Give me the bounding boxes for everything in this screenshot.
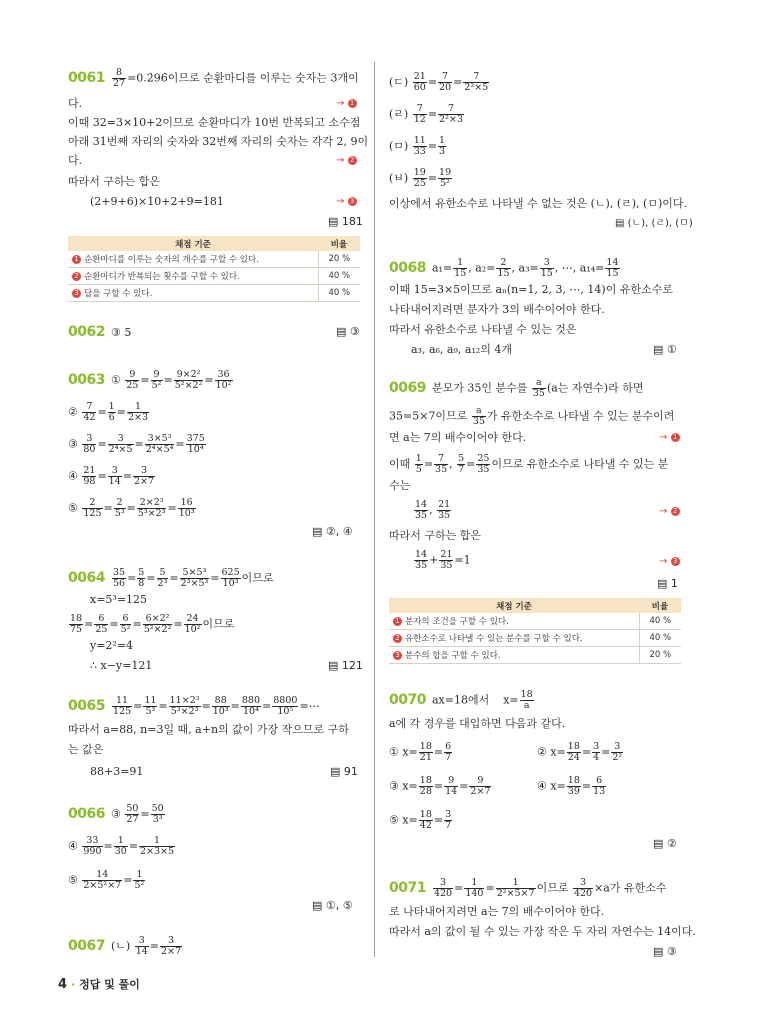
answer-0066: ▤ ①, ⑤	[312, 899, 353, 912]
answer-0064: ▤ 121	[328, 659, 363, 672]
problem-0070-case2: ② x= $\frac{18}{24}$ = $\frac{3}{4}$ = $\frac{3}{\text{2²}}$	[537, 741, 623, 763]
problem-0063-line4: ④ $\frac{21}{98}$ = $\frac{3}{14}$ = $\frac{3}{2\times 7}$	[68, 465, 155, 487]
problem-0069-line2: 35=5×7이므로 $\frac{a}{35}$ 가 유한소수로 나타낼 수 있는 분수이려	[389, 405, 675, 427]
text: (2+9+6)×10+2+9=181	[90, 195, 224, 208]
problem-0067-line1: 0067 (ㄴ) $\frac{3}{14}$ = $\frac{3}{2\times 7}$	[68, 935, 182, 957]
answer-0062: ▤ ③	[336, 325, 360, 338]
problem-0063-line2: ② $\frac{7}{42}$ = $\frac{1}{6}$ = $\frac{1}{2\times 3}$	[68, 401, 148, 423]
problem-0063-line5: ⑤ $\frac{2}{125}$ = $\frac{2}{\text{5³}}$ = $\frac{\text{2×2³}}{\text{5³×2³}}$ = $\frac{16}{\text{10³}}$	[68, 497, 195, 519]
answer-value: ③	[349, 325, 360, 338]
grading-table-0069	[389, 598, 681, 664]
answer-0070: ▤ ②	[653, 837, 677, 850]
text: a에 각 경우를 대입하면 다음과 같다.	[389, 717, 566, 730]
answer-0065: ▤ 91	[330, 765, 358, 778]
problem-number: 0068	[389, 259, 426, 276]
problem-0068-line1: 0068 a₁= $\frac{1}{15}$ , a₂= $\frac{2}{15}$ , a₃= $\frac{3}{15}$ , ⋯, a₁₄= $\frac{14}{15}$	[389, 257, 619, 279]
problem-0070-case5: ⑤ x= $\frac{18}{42}$ = $\frac{3}{7}$	[389, 809, 452, 831]
criterion: 분수의 합을 구할 수 있다.	[405, 651, 501, 661]
text: x=5³=125	[90, 593, 148, 606]
problem-number: 0069	[389, 379, 426, 396]
problem-0063-line1: 0063 ① $\frac{9}{25}$ = $\frac{9}{\text{5²}}$ = $\frac{\text{9×2²}}{\text{5²×2²}}$ = $\frac{36}{\text{10²}}$	[68, 369, 232, 391]
ratio: 40 %	[318, 268, 360, 285]
text: 따라서 a=88, n=3일 때, a+n의 값이 가장 작으므로 구하	[68, 723, 349, 736]
problem-0069-line4: 이때 $\frac{1}{5}$ = $\frac{7}{35}$ , $\frac{5}{7}$ = $\frac{25}{35}$ 이므로 유한소수로 나타낼 수 있는 분	[389, 453, 669, 475]
problem-0069-line8: $\frac{14}{35}$ + $\frac{21}{35}$ =1	[415, 549, 471, 571]
text: 분모가 35인 분수를	[431, 381, 528, 395]
grading-table-0061	[68, 236, 360, 302]
text: 다.	[68, 154, 83, 167]
problem-0061-line2	[68, 96, 82, 112]
problem-0064-line3: $\frac{18}{75}$ = $\frac{6}{25}$ = $\frac{6}{\text{5²}}$ = $\frac{\text{6×2²}}{\text{5²×2²}}$ = $\frac{24}{\text{10²}}$ 이므로	[70, 613, 235, 635]
table-row: 3 답을 구할 수 있다. 40 %	[68, 285, 360, 302]
answer-value: ①	[666, 343, 677, 356]
criterion: 순환마디가 반복되는 횟수를 구할 수 있다.	[84, 272, 240, 282]
text: a₃, a₆, a₉, a₁₂의 4개	[411, 343, 513, 356]
step-mark-1: → 1	[659, 430, 683, 446]
text: 따라서 a의 값이 될 수 있는 가장 작은 두 자리 자연수는 14이다.	[389, 925, 696, 938]
answer-value: (ㄴ), (ㄹ), (ㅁ)	[627, 218, 693, 229]
problem-0066-line3: ⑤ $\frac{14}{\text{2×5²×7}}$ = $\frac{1}{\text{5²}}$	[68, 869, 145, 891]
table-header: 비율	[639, 598, 681, 613]
text: 수는	[389, 479, 411, 492]
answer-0063: ▤ ②, ④	[312, 525, 353, 538]
table-row: 2 유한소수로 나타낼 수 있는 분수를 구할 수 있다. 40 %	[389, 630, 681, 647]
problem-number: 0061	[68, 69, 105, 86]
answer-value: 121	[341, 659, 363, 672]
step-mark-1: → 1	[336, 96, 360, 112]
step-mark-2: → 2	[659, 504, 683, 520]
text: y=2²=4	[90, 639, 134, 652]
step-mark-3: → 3	[336, 194, 360, 210]
text: 이므로	[536, 881, 569, 895]
answer-value: ①, ⑤	[325, 899, 353, 912]
problem-0069-line6: $\frac{14}{35}$ , $\frac{21}{35}$	[415, 499, 451, 521]
problem-0061-line1: 0061 $\frac{8}{27}$ =0.2̇96̇이므로 순환마디를 이루는 숫자는 3개이	[68, 67, 359, 89]
problem-0067-c: (ㄷ) $\frac{21}{60}$ = $\frac{7}{20}$ = $\frac{7}{\text{2²×5}}$	[389, 71, 489, 93]
page-footer: 4 · 정답 및 풀이	[58, 977, 140, 992]
page-number: 4	[58, 977, 68, 992]
problem-number: 0067	[68, 937, 105, 954]
problem-0066-line1: 0066 ③ $\frac{50}{27}$ = $\frac{50}{\text{3³}}$	[68, 803, 164, 825]
text: 면 a는 7의 배수이어야 한다.	[389, 431, 527, 444]
problem-0065-line1: 0065 $\frac{11}{125}$ = $\frac{11}{\text{5³}}$ = $\frac{\text{11×2³}}{\text{5³×2³}}$ = $\frac{88}{\text{10³}}$ = $\frac{880}{\text{10⁴}}$ = $\frac{8800}{\text{10⁵}}$ =⋯	[68, 695, 320, 717]
problem-0062	[68, 324, 131, 341]
text: 로 나타내어지려면 a는 7의 배수이어야 한다.	[389, 905, 605, 918]
answer-0061: ▤ 181	[328, 215, 363, 228]
table-header: 채점 기준	[68, 236, 318, 251]
text: 따라서 구하는 합은	[68, 175, 161, 188]
answer-value: 181	[341, 215, 363, 228]
criterion: 순환마디를 이루는 숫자의 개수를 구할 수 있다.	[84, 255, 259, 265]
text: ③ 5	[110, 326, 132, 339]
ratio: 40 %	[639, 613, 681, 630]
text: (a는 자연수)라 하면	[546, 381, 644, 395]
answer-value: 91	[343, 765, 358, 778]
answer-value: ②, ④	[325, 525, 353, 538]
text: 35=5×7이므로	[389, 409, 468, 423]
text: 가 유한소수로 나타낼 수 있는 분수이려	[486, 409, 675, 423]
problem-0070-case1: ① x= $\frac{18}{21}$ = $\frac{6}{7}$	[389, 741, 452, 763]
table-row: 1 순환마디를 이루는 숫자의 개수를 구할 수 있다. 20 %	[68, 251, 360, 268]
problem-number: 0070	[389, 691, 426, 708]
table-row: 2 순환마디가 반복되는 횟수를 구할 수 있다. 40 %	[68, 268, 360, 285]
ratio: 20 %	[318, 251, 360, 268]
criterion: 분자의 조건을 구할 수 있다.	[405, 617, 509, 627]
problem-0070-case4: ④ x= $\frac{18}{39}$ = $\frac{6}{13}$	[537, 775, 606, 797]
text: 이때 15=3×5이므로 aₙ(n=1, 2, 3, ⋯, 14)이 유한소수로	[389, 283, 673, 296]
text: 나타내어지려면 분자가 3의 배수이어야 한다.	[389, 303, 605, 316]
answer-0068: ▤ ①	[653, 343, 677, 356]
answer-value: ③	[666, 945, 677, 958]
text: 이때 32=3×10+2이므로 순환마디가 10번 반복되고 소수점	[68, 116, 361, 129]
problem-0063-line3: ③ $\frac{3}{80}$ = $\frac{3}{\text{2⁴×5}}$ = $\frac{\text{3×5³}}{\text{2⁴×5⁴}}$ = $\frac{375}{\text{10⁴}}$	[68, 433, 205, 455]
problem-0070-line1: 0070 ax=18에서 x= $\frac{18}{a}$	[389, 689, 533, 711]
problem-0067-e: (ㅁ) $\frac{11}{33}$ = $\frac{1}{3}$	[389, 135, 446, 157]
text: 다.	[68, 97, 83, 110]
problem-number: 0071	[389, 879, 426, 896]
text: ∴ x−y=121	[90, 659, 153, 672]
text: 88+3=91	[90, 765, 144, 778]
problem-0067-f: (ㅂ) $\frac{19}{25}$ = $\frac{19}{\text{5²}}$	[389, 167, 452, 189]
text: 아래 31번째 자리의 숫자와 32번째 자리의 숫자는 각각 2, 9이	[68, 135, 369, 148]
criterion: 유한소수로 나타낼 수 있는 분수를 구할 수 있다.	[405, 634, 583, 644]
criterion: 답을 구할 수 있다.	[84, 289, 153, 299]
column-divider	[374, 62, 375, 957]
ratio: 40 %	[318, 285, 360, 302]
problem-0066-line2: ④ $\frac{33}{990}$ = $\frac{1}{30}$ = $\frac{1}{2\times 3\times 5}$	[68, 835, 175, 857]
answer-0067: ▤ (ㄴ), (ㄹ), (ㅁ)	[615, 218, 693, 229]
problem-number: 0064	[68, 569, 105, 586]
problem-number: 0066	[68, 805, 105, 822]
answer-value: 1	[670, 577, 678, 590]
problem-number: 0065	[68, 697, 105, 714]
answer-value: ②	[666, 837, 677, 850]
text: ×a가 유한소수	[594, 881, 667, 895]
step-mark-3: → 3	[659, 554, 683, 570]
problem-0069-line1: 0069 분모가 35인 분수를 $\frac{a}{35}$ (a는 자연수)라 하면	[389, 377, 644, 399]
text: =0.2̇96̇이므로 순환마디를 이루는 숫자는 3개이	[127, 71, 359, 85]
text: 이때	[389, 457, 411, 471]
text: ax=18에서	[431, 693, 490, 707]
text: 이므로 유한소수로 나타낼 수 있는 분	[491, 457, 669, 471]
problem-number: 0062	[68, 324, 105, 340]
answer-0071: ▤ ③	[653, 945, 677, 958]
ratio: 20 %	[639, 647, 681, 664]
table-header: 비율	[318, 236, 360, 251]
table-row: 1 분자의 조건을 구할 수 있다. 40 %	[389, 613, 681, 630]
footer-label: 정답 및 풀이	[79, 978, 140, 991]
ratio: 40 %	[639, 630, 681, 647]
problem-0064-line1: 0064 $\frac{35}{56}$ = $\frac{5}{8}$ = $\frac{5}{\text{2³}}$ = $\frac{\text{5×5³}}{\text{2³×5³}}$ = $\frac{625}{\text{10³}}$ 이므로	[68, 567, 274, 589]
problem-number: 0063	[68, 371, 105, 388]
problem-0071-line1: 0071 $\frac{3}{420}$ = $\frac{1}{140}$ = $\frac{1}{\text{2²×5×7}}$ 이므로 $\frac{3}{420}$ ×a가 유한소수	[389, 877, 667, 899]
answer-0069: ▤ 1	[657, 577, 678, 590]
table-header: 채점 기준	[389, 598, 639, 613]
text: 따라서 구하는 합은	[389, 529, 482, 542]
text: 따라서 유한소수로 나타낼 수 있는 것은	[389, 323, 577, 336]
problem-0067-d: (ㄹ) $\frac{7}{12}$ = $\frac{7}{\text{2²×3}}$	[389, 103, 463, 125]
step-mark-2: → 2	[336, 153, 360, 169]
text: 이상에서 유한소수로 나타낼 수 없는 것은 (ㄴ), (ㄹ), (ㅁ)이다.	[389, 197, 687, 210]
text: 는 값은	[68, 743, 104, 756]
problem-0070-case3: ③ x= $\frac{18}{28}$ = $\frac{9}{14}$ = $\frac{9}{2\times 7}$	[389, 775, 491, 797]
table-row: 3 분수의 합을 구할 수 있다. 20 %	[389, 647, 681, 664]
